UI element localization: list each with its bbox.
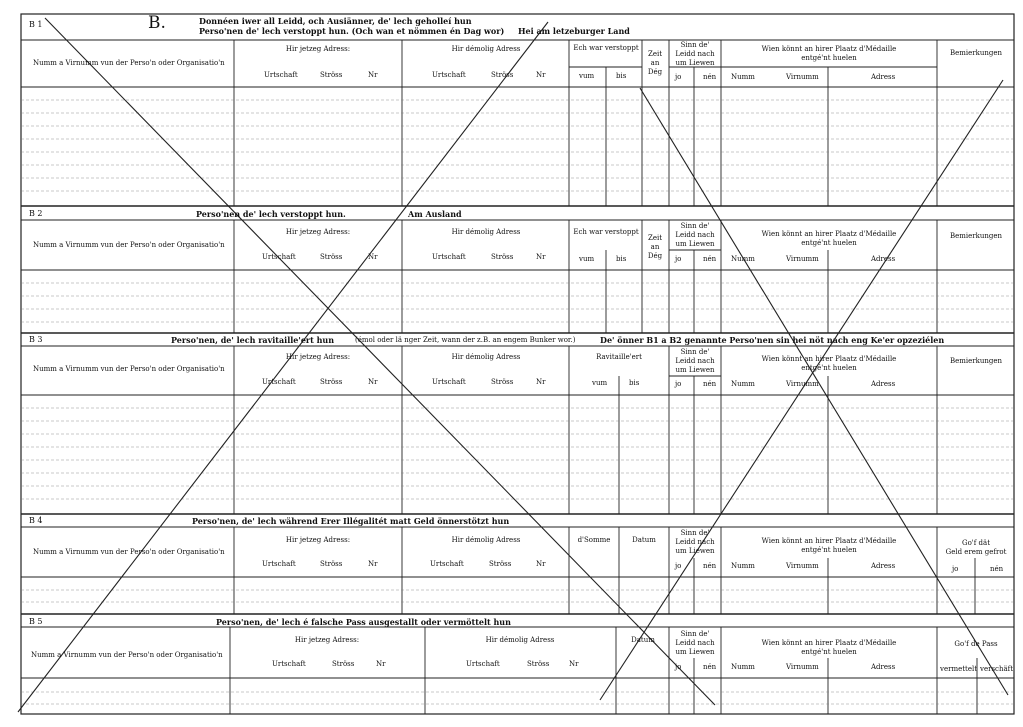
b5-col-name: Numm a Virnumm vun der Perso'n oder Organisatio'n [31, 651, 223, 659]
b2-zeit-2: an [650, 243, 660, 251]
b4-col-sum: d'Somme [577, 536, 611, 544]
b4-col-former: Hir démolig Adress [451, 536, 521, 544]
b2-sub-firstname: Virnumm [786, 255, 819, 263]
section-letter: B. [148, 13, 166, 33]
b1-col-name: Numm a Virnumm vun der Perso'n oder Organisatio'n [33, 59, 225, 67]
b2-sub-yes: jo [675, 255, 682, 263]
b2-sub-address: Adress [871, 255, 896, 263]
b5-sinn-2: Leidd nach [675, 639, 715, 647]
b4-sinn-2: Leidd nach [675, 538, 715, 546]
b1-sub-street-2: Ströss [491, 71, 514, 79]
b4-sub-yes: jo [675, 562, 682, 570]
b1-sub-place-2: Urtschaft [432, 71, 466, 79]
b1-heading-2: Perso'nen de' lech verstoppt hun. (Och wan et nömmen én Dag wor) [199, 26, 505, 36]
b2-col-current: Hir jetzeg Adress: [285, 228, 351, 236]
b3-sinn-3: um Liewen [675, 366, 715, 374]
b4-sub-no: nén [703, 562, 717, 570]
b3-heading-b: De' önner B1 a B2 genannte Perso'nen sin hei nöt nach eng Ke'er opzeziélen [600, 335, 945, 345]
b1-col-hidden: Ech war verstoppt [573, 44, 639, 52]
b2-sub-name: Numm [731, 255, 755, 263]
b2-row-lines [21, 283, 1014, 322]
b5-col-current: Hir jetzeg Adress: [294, 636, 360, 644]
b1-sinn-2: Leidd nach [675, 50, 715, 58]
b2-zeit-3: Dég [647, 252, 663, 260]
b5-sub-mediated: vermettelt [940, 665, 978, 673]
b1-sub-name: Numm [731, 73, 755, 81]
b4-sub-yes-2: jo [952, 565, 959, 573]
b5-sub-address: Adress [871, 663, 896, 671]
b5-col-pass: Go'f de Pass [954, 640, 998, 648]
b3-col-rav: Ravitaille'ert [596, 353, 642, 361]
b2-sinn-1: Sinn de' [680, 222, 710, 230]
b3-col-current: Hir jetzeg Adress: [285, 353, 351, 361]
b1-sub-firstname: Virnumm [786, 73, 819, 81]
b3-sub-place: Urtschaft [262, 378, 296, 386]
b4-sinn-1: Sinn de' [680, 529, 710, 537]
b5-sub-street: Ströss [332, 660, 355, 668]
b5-col-former: Hir démolig Adress [485, 636, 555, 644]
b3-sub-to: bis [629, 379, 640, 387]
b4-medal-2: entgé'nt huelen [801, 546, 857, 554]
b1-col-former: Hir démolig Adress [451, 45, 521, 53]
b1-sub-place: Urtschaft [264, 71, 298, 79]
b3-sub-nr: Nr [368, 378, 378, 386]
b1-sub-address: Adress [871, 73, 896, 81]
b2-col-name: Numm a Virnumm vun der Perso'n oder Organisatio'n [33, 241, 225, 249]
b5-sinn-1: Sinn de' [680, 630, 710, 638]
b2-heading-b: Am Ausland [408, 209, 462, 219]
b1-sub-yes: jo [675, 73, 682, 81]
b4-sinn-3: um Liewen [675, 547, 715, 555]
b3-sub-firstname: Virnumm [786, 380, 819, 388]
b4-heading: Perso'nen, de' lech während Erer Illégalitét matt Geld önnerstötzt hun [192, 516, 510, 526]
b5-sub-yes: jo [675, 663, 682, 671]
b5-sub-street-2: Ströss [527, 660, 550, 668]
b2-col-hidden: Ech war verstoppt [573, 228, 639, 236]
b1-sub-to: bis [616, 72, 627, 80]
b5-sub-nr-2: Nr [569, 660, 579, 668]
b5-heading: Perso'nen, de' lech é falsche Pass ausgestallt oder vermöttelt hun [216, 617, 511, 627]
b5-medal-2: entgé'nt huelen [801, 648, 857, 656]
b1-sub-street: Ströss [320, 71, 343, 79]
b3-medal-2: entgé'nt huelen [801, 364, 857, 372]
b2-sub-nr-2: Nr [536, 253, 546, 261]
b4-gef-1: Go'f dät [961, 539, 991, 547]
b3-col-remarks: Bemierkungen [949, 357, 1003, 365]
b1-sub-nr-2: Nr [536, 71, 546, 79]
b1-sub-from: vum [579, 72, 595, 80]
b2-medal-1: Wien könnt an hirer Plaatz d'Médaille [761, 230, 897, 238]
b1-medal-1: Wien könnt an hirer Plaatz d'Médaille [761, 45, 897, 53]
b5-sub-nr: Nr [376, 660, 386, 668]
b4-sub-place: Urtschaft [262, 560, 296, 568]
b4-sub-name: Numm [731, 562, 755, 570]
b1-zeit-1: Zeit [647, 50, 663, 58]
b3-sub-yes: jo [675, 380, 682, 388]
b1-col-remarks: Bemierkungen [949, 49, 1003, 57]
b2-medal-2: entgé'nt huelen [801, 239, 857, 247]
b4-col-name: Numm a Virnumm vun der Perso'n oder Organisatio'n [33, 548, 225, 556]
b3-sub-address: Adress [871, 380, 896, 388]
b3-sub-nr-2: Nr [536, 378, 546, 386]
b2-sub-street: Ströss [320, 253, 343, 261]
b1-sinn-1: Sinn de' [680, 41, 710, 49]
b5-sub-no: nén [703, 663, 717, 671]
b1-zeit-2: an [650, 59, 660, 67]
b5-code: B 5 [29, 617, 43, 626]
b4-gef-2: Geld erem gefrot [945, 548, 1007, 556]
b5-col-date: Datum [631, 636, 655, 644]
b5-sub-place: Urtschaft [272, 660, 306, 668]
b2-sub-no: nén [703, 255, 717, 263]
b4-sub-place-2: Urtschaft [430, 560, 464, 568]
b2-sinn-3: um Liewen [675, 240, 715, 248]
b2-sub-street-2: Ströss [491, 253, 514, 261]
b4-sub-address: Adress [871, 562, 896, 570]
b4-sub-no-2: nén [990, 565, 1004, 573]
b4-medal-1: Wien könnt an hirer Plaatz d'Médaille [761, 537, 897, 545]
b1-medal-2: entgé'nt huelen [801, 54, 857, 62]
b5-row-lines [21, 692, 1014, 704]
b3-sinn-1: Sinn de' [680, 348, 710, 356]
b2-col-remarks: Bemierkungen [949, 232, 1003, 240]
b3-sub-street: Ströss [320, 378, 343, 386]
b2-sub-from: vum [579, 255, 595, 263]
b3-col-former: Hir démolig Adress [451, 353, 521, 361]
b3-sub-from: vum [592, 379, 608, 387]
b4-sub-street: Ströss [320, 560, 343, 568]
b4-col-date: Datum [632, 536, 656, 544]
b4-col-current: Hir jetzeg Adress: [285, 536, 351, 544]
b3-medal-1: Wien könnt an hirer Plaatz d'Médaille [761, 355, 897, 363]
b2-sub-place-2: Urtschaft [432, 253, 466, 261]
b3-sinn-2: Leidd nach [675, 357, 715, 365]
b2-sinn-2: Leidd nach [675, 231, 715, 239]
b1-sub-nr: Nr [368, 71, 378, 79]
b2-heading: Perso'nen de' lech verstoppt hun. [196, 209, 346, 219]
b4-sub-nr-2: Nr [536, 560, 546, 568]
b3-sub-street-2: Ströss [491, 378, 514, 386]
b3-col-name: Numm a Virnumm vun der Perso'n oder Organisatio'n [33, 365, 225, 373]
b5-medal-1: Wien könnt an hirer Plaatz d'Médaille [761, 639, 897, 647]
b4-sub-street-2: Ströss [489, 560, 512, 568]
b3-heading: Perso'nen, de' lech ravitaille'ert hun [171, 335, 335, 345]
b5-sub-name: Numm [731, 663, 755, 671]
b1-col-current: Hir jetzeg Adress: [285, 45, 351, 53]
b3-sub-name: Numm [731, 380, 755, 388]
b4-sub-firstname: Virnumm [786, 562, 819, 570]
b2-sub-nr: Nr [368, 253, 378, 261]
b5-sub-firstname: Virnumm [786, 663, 819, 671]
b5-sinn-3: um Liewen [675, 648, 715, 656]
b3-row-lines [21, 408, 1014, 499]
b2-code: B 2 [29, 209, 43, 218]
b2-sub-to: bis [616, 255, 627, 263]
b4-row-lines [21, 590, 1014, 602]
b5-sub-place-2: Urtschaft [466, 660, 500, 668]
b2-sub-place: Urtschaft [262, 253, 296, 261]
b2-col-former: Hir démolig Adress [451, 228, 521, 236]
b3-heading-small: (émol oder lä nger Zeit, wann der z.B. an engem Bunker wor.) [355, 336, 576, 344]
b1-sinn-3: um Liewen [675, 59, 715, 67]
b2-zeit-1: Zeit [647, 234, 663, 242]
b1-code: B 1 [29, 20, 43, 29]
b3-code: B 3 [29, 335, 43, 344]
b1-zeit-3: Dég [647, 68, 663, 76]
b3-sub-place-2: Urtschaft [432, 378, 466, 386]
b1-sub-no: nén [703, 73, 717, 81]
b4-code: B 4 [29, 516, 43, 525]
b5-sub-issued: verschäft [980, 665, 1014, 673]
b1-heading-1: Donnéen iwer all Leidd, och Ausiänner, de' lech geholleí hun [199, 16, 472, 26]
b4-sub-nr: Nr [368, 560, 378, 568]
outer-frame [21, 14, 1014, 714]
b3-sub-no: nén [703, 380, 717, 388]
b1-heading-2b: Hei am letzeburger Land [518, 26, 630, 36]
